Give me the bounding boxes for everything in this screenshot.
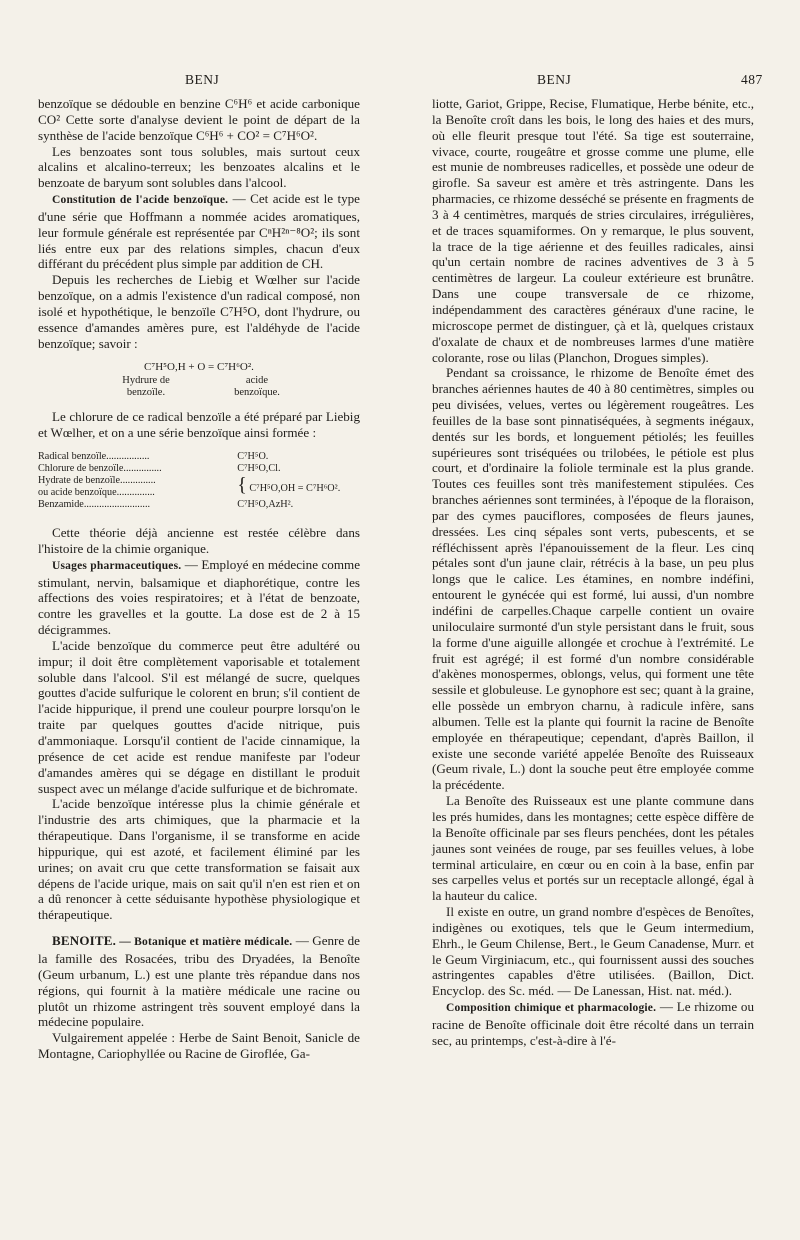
section-heading: — Botanique et matière médicale. [116,936,293,949]
paragraph: Les benzoates sont tous solubles, mais surtout ceux alcalins et alcalino-terreux; les benzoates alcalins et le benzoate de baryum sont solubles dans l'alcool. [38,143,360,191]
paragraph: L'acide benzoïque intéresse plus la chimie générale et l'industrie des arts chimiques, que la pharmacie et la thérapeutique. Dans l'organisme, il se transforme en acide hippurique, qui est azoté, et facilement éliminé par les urines; on avait cru que cette transformation se faisait aux dépens de l'acide urique, mais on sait qu'il n'en est rien et on a dû renoncer à cette séduisante hypothèse physiologique et thérapeutique. [38,796,360,923]
page-number: 487 [741,72,763,87]
paragraph: Composition chimique et pharmacologie. — Le rhizome ou racine de Benoîte officinale doit être récolté dans un terrain sec, au printemps, c'est-à-dire à l'é- [432,999,754,1048]
paragraph: benzoïque se dédouble en benzine C⁶H⁶ et acide carbonique CO² Cette sorte d'analyse devient le point de départ de la synthèse de l'acide benzoïque C⁶H⁶ + CO² = C⁷H⁶O². [38,96,360,143]
table-row: Benzamide.......................... C⁷H⁵O,AzH². [38,499,294,511]
table-row: Radical benzoïle................. C⁷H⁵O. [38,451,269,463]
paragraph: La Benoîte des Ruisseaux est une plante commune dans les prés humides, dans les montagnes; cette espèce diffère de la Benoîte officinale par ses fleurs penchées, dont les pétales jaunes sont veinées de rouge, par ses feuilles velues, à lobe terminal articulaire, en cœur ou en coin à la base, enfin par ses carpelles velus et portés sur un receptacle allongé, égal à la hauteur du calice. [432,793,754,904]
left-column [38,96,360,1062]
section-heading: Constitution de l'acide benzoïque. [52,194,229,207]
chemical-formula: C⁷H⁵O,H + O = C⁷H⁶O². [144,360,254,373]
formula-captions [38,375,360,399]
paragraph: Vulgairement appelée : Herbe de Saint Benoit, Sanicle de Montagne, Cariophyllée ou Racine de Giroflée, Ga- [38,1030,360,1062]
entry-heading: BENOITE. [52,933,117,949]
table-row: Hydrate de benzoïle.............. { C⁷H⁵O,OH = C⁷H⁶O². [38,474,341,497]
formula-caption: Hydrure de benzoïle. [122,375,170,399]
brace-glyph: { [237,474,247,497]
formula-caption: acide benzoïque. [234,375,280,399]
running-head-left: BENJ [185,72,220,87]
paragraph: Il existe en outre, un grand nombre d'espèces de Benoîtes, indigènes ou exotiques, tels que le Geum intermedium, Ehrh., le Geum Chilense, Bert., le Geum Canadense, Murr. et le Geum Virginiacum, etc., qui fournissent aussi des souches astringentes capables d'être utilisées. (Baillon, Dict. Encyclop. des Sc. méd. — De Lanessan, Hist. nat. méd.). [432,904,754,999]
paragraph: Constitution de l'acide benzoïque. — Cet acide est le type d'une série que Hoffmann a nommée acides aromatiques, leur formule générale est représentée par CⁿH²ⁿ⁻⁸O²; ils sont liés entre eux par des relations simples, chacun d'eux différant du précédent plus simple par addition de CH. [38,191,360,272]
paragraph: Le chlorure de ce radical benzoïle a été préparé par Liebig et Wœlher, et on a une série benzoïque ainsi formée : [38,409,360,441]
table-row: ou acide benzoïque............... [38,487,155,499]
table-row: Chlorure de benzoïle............... C⁷H⁵O,Cl. [38,463,281,475]
paragraph: BENOITE. — Botanique et matière médicale. — Genre de la famille des Rosacées, tribu des Dryadées, la Benoîte (Geum urbanum, L.) est une plante très répandue dans nos régions, qui fournit à la matière médicale une racine ou plutôt un rhizome astringent très souvent employé dans la médecine populaire. [38,933,360,1030]
right-column [432,96,754,1049]
section-heading: Usages pharmaceutiques. [52,559,182,572]
paragraph: Cette théorie déjà ancienne est restée célèbre dans l'histoire de la chimie organique. [38,525,360,556]
section-heading: Composition chimique et pharmacologie. [446,1002,657,1015]
running-head-center: BENJ [537,72,572,87]
benzoic-series-table [38,451,360,511]
paragraph: L'acide benzoïque du commerce peut être adultéré ou impur; il doit être complètement vaporisable et totalement soluble dans l'alcool. S'il est mélangé de sucre, quelques gouttes d'acide sulfurique le colorent en brun; s'il contient de l'acide hippurique, il prend une couleur pourpre lorsqu'on le traite par quelques gouttes d'acide nitrique, puis d'ammoniaque. Lorsqu'il contient de l'acide cinnamique, la présence de cet acide est rendue manifeste par l'odeur d'amandes amères qui se dégage en distillant le produit suspect avec un mélange d'acide sulfurique et de bichromate. [38,637,360,796]
paragraph: Pendant sa croissance, le rhizome de Benoîte émet des branches aériennes hautes de 40 à 80 centimètres, simples ou peu divisées, velues, vertes ou légèrement rougeâtres. Les feuilles de la base sont pinnatiséquées, à segments inégaux, dentés sur les bords, et longuement pétiolés; les feuilles supérieures sont triséquées ou trilobées, le pétiole est plus court, et d'ordinaire la foliole terminale est la plus grande. Toutes ces feuilles sont très manifestement stipulées. Ces branches aériennes sont terminées, à l'époque de la floraison, par des cymes pauciflores, composées de fleurs jaunes, dressées. Les cinq sépales sont verts, pubescents, et se réfléchissent après l'épanouissement de la fleur. Les cinq pétales sont d'un jaune clair, rétrécis à la base, un peu plus longs que le calice. Les étamines, en nombre indéfini, entourent le gynécée qui est formé, lui aussi, d'un nombre indéfini de carpelles.Chaque carpelle contient un ovaire uniloculaire surmonté d'un style persistant dans le fruit, sous la forme d'une aiguille allongée et crochue à l'extrémité. Le fruit est agrégé; il est formé d'un nombre considérable d'akènes monospermes, oblongs, velus, qui forment une tête sessile et globuleuse. Le gynophore est sec; quant à la graine, elle possède un embryon charnu, à radicule infère, sans albumen. Telle est la plante qui fournit la racine de Benoîte employée en thérapeutique; cependant, d'après Baillon, il existe une seconde variété appelée Benoîte des Ruisseaux (Geum rivale, L.) dont la souche peut être employée comme la précédente. [432,365,754,793]
paragraph: Depuis les recherches de Liebig et Wœlher sur l'acide benzoïque, on a admis l'existence d'un radical composé, non isolé et hypothétique, le benzoïle C⁷H⁵O, dont l'hydrure, ou essence d'amandes amères pure, est l'aldéhyde de l'acide benzoïque; savoir : [38,272,360,351]
paragraph: liotte, Gariot, Grippe, Recise, Flumatique, Herbe bénite, etc., la Benoîte croît dans les bois, le long des haies et des murs, où elle fleurit presque tout l'été. Sa tige est souterraine, vivace, courte, rougeâtre et grosse comme une plume, elle est munie de nombreuses radicelles, et possède une odeur de girofle. Sa saveur est amère et très astringente. Dans les pharmacies, ce rhizome desséché se présente en fragments de 3 à 4 centimètres, marqués de stries circulaires, irrégulières, et de traces squamiformes. On y remarque, le plus souvent, la trace de la tige aérienne et des feuilles radicales, ainsi qu'un certain nombre de racines adventives de 3 à 5 centimètres de largeur. La couleur extérieure est brunâtre. Dans une coupe transversale de ce rhizome, indépendamment des caractères généraux d'une racine, le microscope permet de distinguer, çà et là, quelques cristaux d'oxalate de chaux et de nombreuses larmes d'une matière colorante, rose ou lilas (Planchon, Drogues simples). [432,96,754,365]
paragraph: Usages pharmaceutiques. — Employé en médecine comme stimulant, nervin, balsamique et diaphorétique, contre les affections des voies respiratoires; et à l'état de benzoate, contre les gravelles et la goutte. La dose est de 2 à 15 décigrammes. [38,556,361,638]
